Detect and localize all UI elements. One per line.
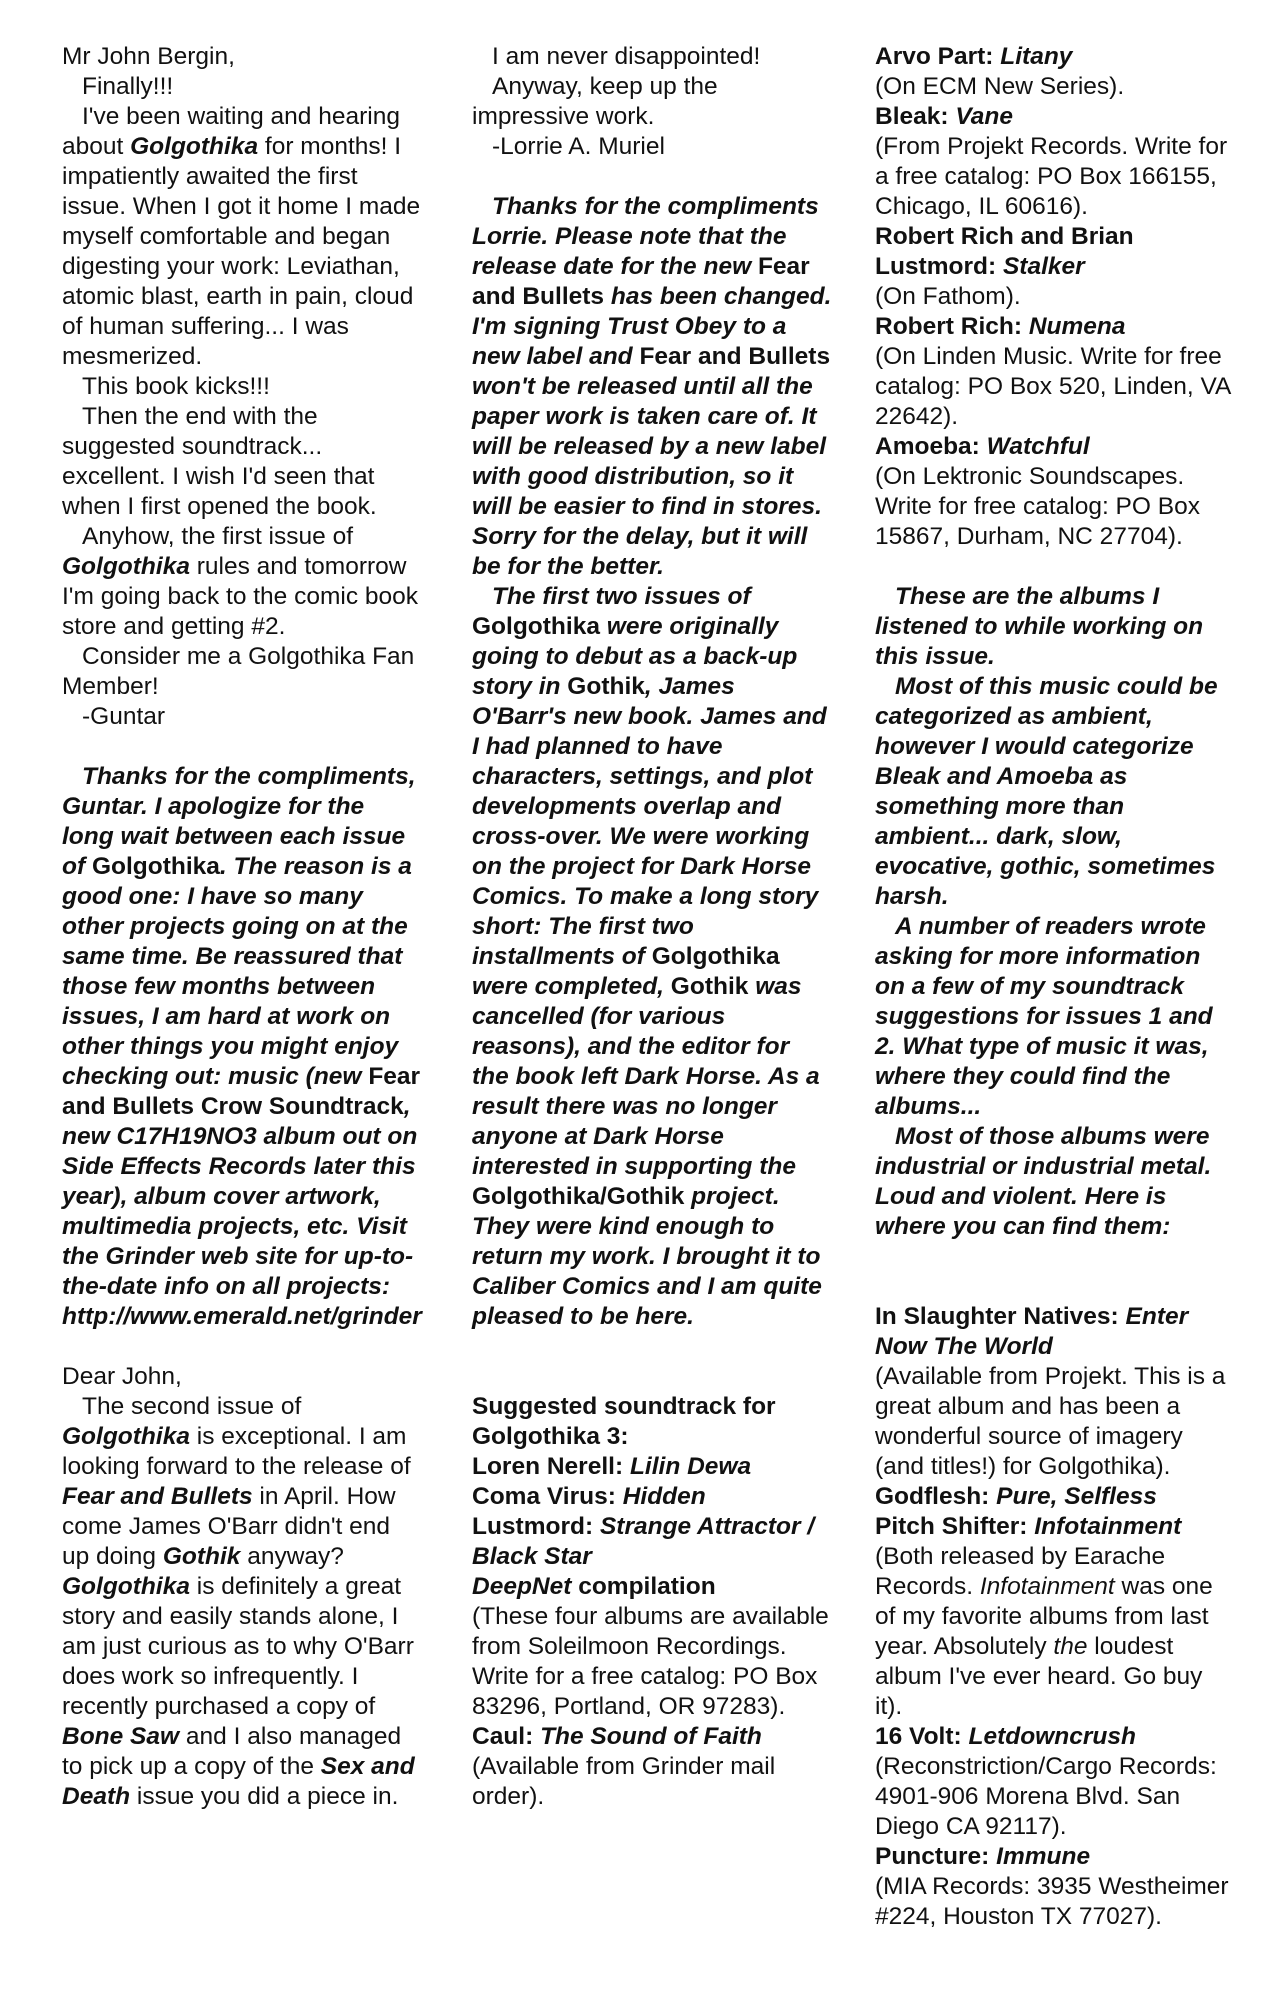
soundtrack-note: (Available from Grinder mail order). bbox=[472, 1753, 776, 1810]
column-left bbox=[62, 42, 422, 1812]
notes-paragraph: Most of this music could be categorized as ambient, however I would categorize Bleak and Amoeba as something more than ambient... dark, slow, evocative, gothic, sometimes harsh. bbox=[875, 673, 1218, 910]
letter1-paragraph: Consider me a Golgothika Fan Member! bbox=[62, 643, 415, 700]
album-note: (On Fathom). bbox=[875, 283, 1021, 310]
reply-to-guntar: Thanks for the compliments, Guntar. I apologize for the long wait between each issue of Golgothika. The reason is a good one: I have so many other projects going on at the same time. Be reassured that those few months between issues, I am hard at work on other things you might enjoy checking out: music (new Fear and Bullets Crow Soundtrack, new C17H19NO3 album out on Side Effects Records later this year), album cover artwork, multimedia projects, etc. Visit the Grinder web site for up-to-the-date info on all projects: http://www.emerald.net/grinder bbox=[62, 763, 422, 1330]
soundtrack-item: Caul: The Sound of Faith bbox=[472, 1723, 762, 1750]
album-entry: Bleak: Vane bbox=[875, 103, 1013, 130]
album-entry: In Slaughter Natives: Enter Now The World bbox=[875, 1303, 1189, 1360]
letter1-signature: -Guntar bbox=[82, 703, 166, 730]
album-entry: Amoeba: Watchful bbox=[875, 433, 1090, 460]
letter1-finally: Finally!!! bbox=[82, 73, 174, 100]
album-entry: Robert Rich: Numena bbox=[875, 313, 1126, 340]
album-note: (Reconstriction/Cargo Records: 4901-906 Morena Blvd. San Diego CA 92117). bbox=[875, 1753, 1217, 1840]
album-note: (Both released by Earache Records. Infotainment was one of my favorite albums from last year. Absolutely the loudest album I've ever heard. Go buy it). bbox=[875, 1543, 1213, 1720]
album-entry: 16 Volt: Letdowncrush bbox=[875, 1723, 1136, 1750]
letter1-paragraph: I've been waiting and hearing about Golgothika for months! I impatiently awaited the first issue. When I got it home I made myself comfortable and began digesting your work: Leviathan, atomic blast, earth in pain, cloud of human suffering... I was mesmerized. bbox=[62, 103, 421, 370]
letter1-paragraph: Then the end with the suggested soundtrack... excellent. I wish I'd seen that when I first opened the book. bbox=[62, 403, 377, 520]
album-note: (On Linden Music. Write for free catalog: PO Box 520, Linden, VA 22642). bbox=[875, 343, 1231, 430]
letter1-paragraph: Anyhow, the first issue of Golgothika rules and tomorrow I'm going back to the comic book store and getting #2. bbox=[62, 523, 419, 640]
title-golgothika: Golgothika bbox=[130, 133, 259, 160]
soundtrack-item: Loren Nerell: Lilin Dewa bbox=[472, 1453, 752, 1480]
album-note: (MIA Records: 3935 Westheimer #224, Houston TX 77027). bbox=[875, 1873, 1229, 1930]
album-note: (On Lektronic Soundscapes. Write for free catalog: PO Box 15867, Durham, NC 27704). bbox=[875, 463, 1200, 550]
letter1-kicks: This book kicks!!! bbox=[82, 373, 270, 400]
soundtrack-item: Coma Virus: Hidden bbox=[472, 1483, 706, 1510]
soundtrack-item: Lustmord: Strange Attractor / Black Star bbox=[472, 1513, 815, 1570]
soundtrack-item: DeepNet compilation bbox=[472, 1573, 716, 1600]
reply-to-lorrie: Thanks for the compliments Lorrie. Please note that the release date for the new Fear and Bullets has been changed. I'm signing Trust Obey to a new label and Fear and Bullets won't be released until all the paper work is taken care of. It will be released by a new label with good distribution, so it will be easier to find in stores. Sorry for the delay, but it will be for the better. bbox=[472, 193, 832, 580]
title-golgothika: Golgothika bbox=[62, 553, 190, 580]
letter2-salutation: Dear John, bbox=[62, 1363, 182, 1390]
album-note: (Available from Projekt. This is a great album and has been a wonderful source of imagery (and titles!) for Golgothika). bbox=[875, 1363, 1226, 1480]
column-right bbox=[875, 42, 1235, 1932]
soundtrack-note: (These four albums are available from Soleilmoon Recordings. Write for a free catalog: PO Box 83296, Portland, OR 97283). bbox=[472, 1603, 829, 1720]
notes-paragraph: A number of readers wrote asking for more information on a few of my soundtrack suggestions for issues 1 and 2. What type of music it was, where they could find the albums... bbox=[875, 913, 1213, 1120]
letter2-paragraph: The second issue of Golgothika is exceptional. I am looking forward to the release of Fear and Bullets in April. How come James O'Barr didn't end up doing Gothik anyway? Golgothika is definitely a great story and easily stands alone, I am just curious as to why O'Barr does work so infrequently. I recently purchased a copy of Bone Saw and I also managed to pick up a copy of the Sex and Death issue you did a piece in. bbox=[62, 1393, 415, 1810]
letter1-salutation: Mr John Bergin, bbox=[62, 43, 235, 70]
reply-gothik-history: The first two issues of Golgothika were originally going to debut as a back-up story in Gothik, James O'Barr's new book. James and I had planned to have characters, settings, and plot developments overlap and cross-over. We were working on the project for Dark Horse Comics. To make a long story short: The first two installments of Golgothika were completed, Gothik was cancelled (for various reasons), and the editor for the book left Dark Horse. As a result there was no longer anyone at Dark Horse interested in supporting the Golgothika/Gothik project. They were kind enough to return my work. I brought it to Caliber Comics and I am quite pleased to be here. bbox=[472, 583, 827, 1330]
soundtrack-heading: Suggested soundtrack for Golgothika 3: bbox=[472, 1393, 776, 1450]
album-entry: Godflesh: Pure, Selfless bbox=[875, 1483, 1157, 1510]
album-note: (From Projekt Records. Write for a free catalog: PO Box 166155, Chicago, IL 60616). bbox=[875, 133, 1228, 220]
letter2-anyway: Anyway, keep up the impressive work. bbox=[472, 73, 718, 130]
album-entry: Puncture: Immune bbox=[875, 1843, 1091, 1870]
album-note: (On ECM New Series). bbox=[875, 73, 1125, 100]
letter2-signature: -Lorrie A. Muriel bbox=[492, 133, 665, 160]
column-middle bbox=[472, 42, 832, 1812]
letter2-never: I am never disappointed! bbox=[492, 43, 761, 70]
notes-paragraph: These are the albums I listened to while working on this issue. bbox=[875, 583, 1204, 670]
album-entry: Pitch Shifter: Infotainment bbox=[875, 1513, 1182, 1540]
album-entry: Arvo Part: Litany bbox=[875, 43, 1073, 70]
album-entry: Robert Rich and Brian Lustmord: Stalker bbox=[875, 223, 1134, 280]
notes-paragraph: Most of those albums were industrial or industrial metal. Loud and violent. Here is where you can find them: bbox=[875, 1123, 1212, 1240]
